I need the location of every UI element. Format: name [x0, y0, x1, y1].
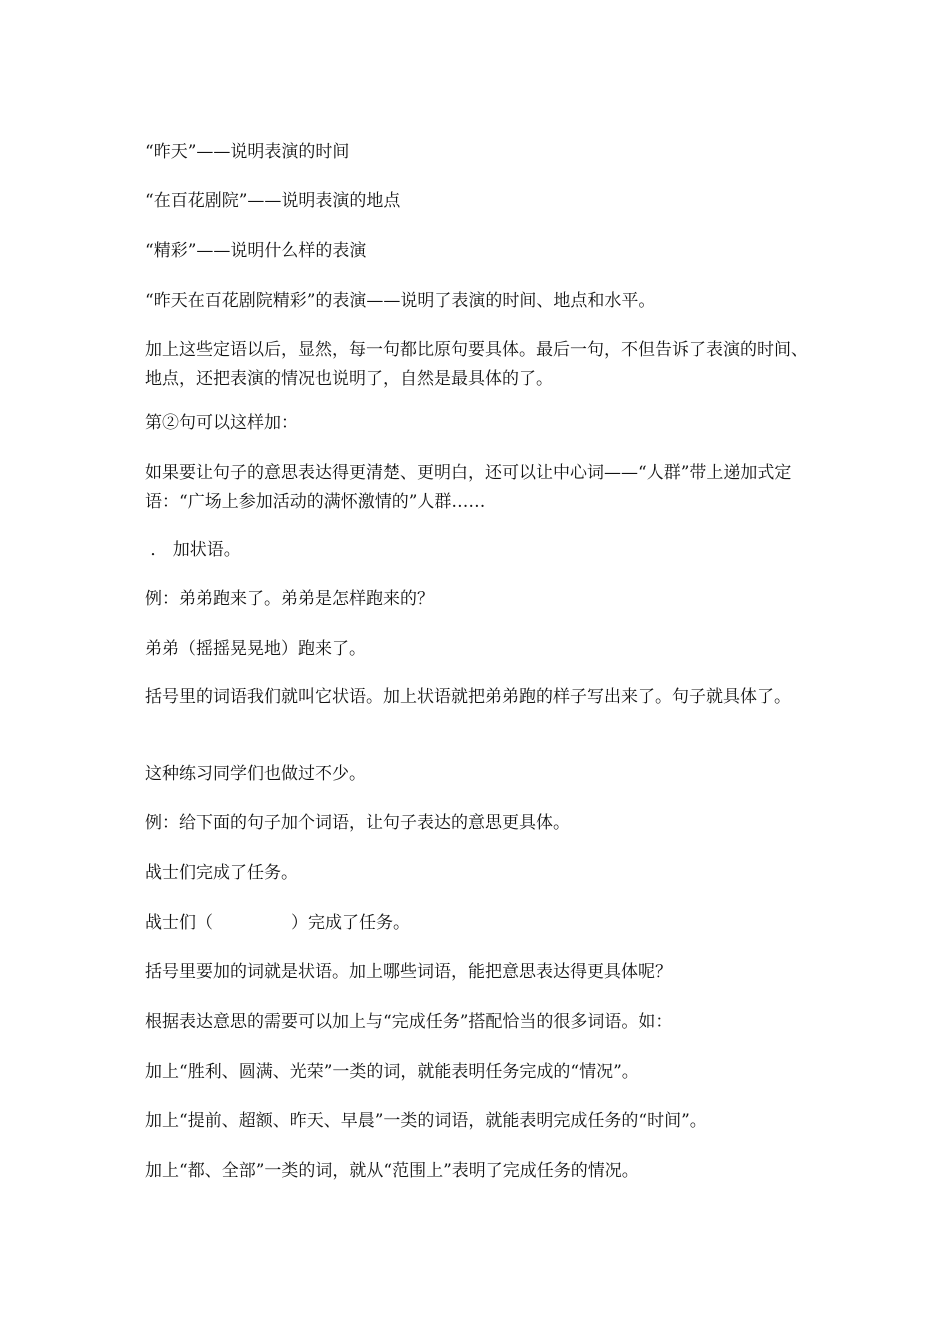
paragraph-exercise: 例：给下面的句子加个词语，让句子表达的意思更具体。 [145, 813, 570, 833]
paragraph-time: “昨天”——说明表演的时间 [145, 142, 350, 162]
paragraph-example-one: 例：弟弟跑来了。弟弟是怎样跑来的？ [145, 589, 434, 609]
section-heading-adverbial: ． 加状语。 [145, 540, 241, 560]
paragraph-sentence-two: 第②句可以这样加： [145, 413, 298, 433]
paragraph-scope: 加上“都、全部”一类的词，就从“范围上”表明了完成任务的情况。 [145, 1161, 639, 1181]
fill-sentence-end: ）完成了任务。 [291, 913, 410, 933]
paragraph-example-answer: 弟弟（摇摇晃晃地）跑来了。 [145, 639, 366, 659]
paragraph-summary: 加上这些定语以后，显然，每一句都比原句要具体。最后一句，不但告诉了表演的时间、地点，还把表演的情况也说明了，自然是最具体的了。 [145, 340, 808, 389]
paragraph-adverbial-explain: 括号里的词语我们就叫它状语。加上状语就把弟弟跑的样子写出来了。句子就具体了。 [145, 687, 791, 707]
paragraph-base-sentence: 战士们完成了任务。 [145, 863, 298, 883]
paragraph-fill-sentence [145, 909, 815, 938]
paragraph-place: “在百花剧院”——说明表演的地点 [145, 191, 401, 211]
paragraph-time-words: 加上“提前、超额、昨天、早晨”一类的词语，就能表明完成任务的“时间”。 [145, 1111, 707, 1131]
paragraph-situation: 加上“胜利、圆满、光荣”一类的词，就能表明任务完成的“情况”。 [145, 1062, 639, 1082]
paragraph-quality: “精彩”——说明什么样的表演 [145, 241, 367, 261]
fill-sentence-start: 战士们（ [145, 913, 213, 933]
paragraph-combined: “昨天在百花剧院精彩”的表演——说明了表演的时间、地点和水平。 [145, 291, 656, 311]
paragraph-attributive: 如果要让句子的意思表达得更清楚、更明白，还可以让中心词——“人群”带上递加式定语：“广场上参加活动的满怀激情的”人群…… [145, 463, 792, 512]
paragraph-options-intro: 根据表达意思的需要可以加上与“完成任务”搭配恰当的很多词语。如： [145, 1012, 673, 1032]
paragraph-question: 括号里要加的词就是状语。加上哪些词语，能把意思表达得更具体呢？ [145, 962, 672, 982]
paragraph-practice-note: 这种练习同学们也做过不少。 [145, 764, 366, 784]
